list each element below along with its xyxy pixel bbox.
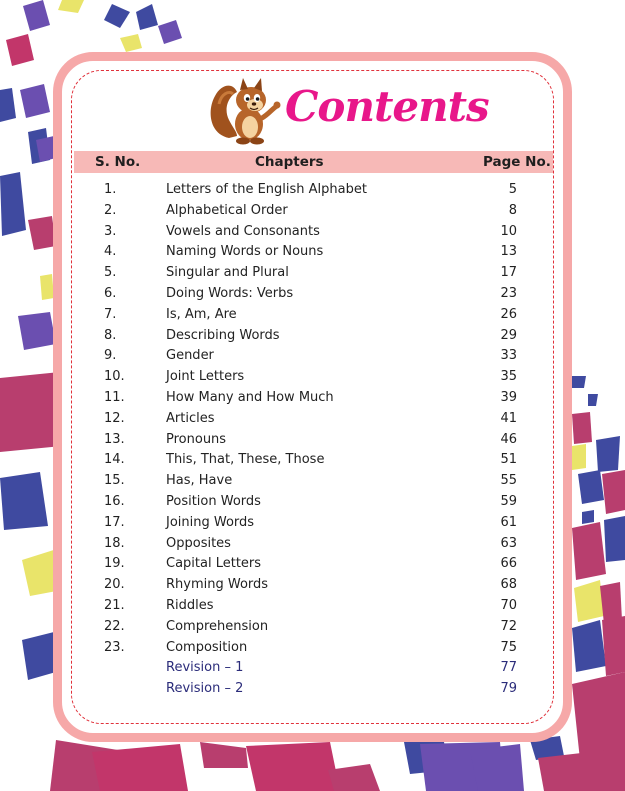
row-number: 23. <box>104 639 125 655</box>
contents-table <box>74 180 553 700</box>
row-number: 20. <box>104 577 125 593</box>
chapter-title: Rhyming Words <box>166 577 269 593</box>
row-number: 2. <box>104 202 117 218</box>
chapter-title: Composition <box>166 639 248 655</box>
revision-row <box>74 658 553 679</box>
page-number: 79 <box>500 681 517 697</box>
page-number: 23 <box>500 285 517 301</box>
table-row <box>74 284 553 305</box>
header-sno: S. No. <box>95 154 141 170</box>
row-number: 6. <box>104 285 117 301</box>
chapter-title: Capital Letters <box>166 556 262 572</box>
row-number: 13. <box>104 431 125 447</box>
row-number: 22. <box>104 618 125 634</box>
page-number: 13 <box>500 244 517 260</box>
chapter-title: Letters of the English Alphabet <box>166 182 367 197</box>
chapter-title: Naming Words or Nouns <box>166 244 324 260</box>
table-row <box>74 638 553 659</box>
row-number: 15. <box>104 473 125 489</box>
row-number: 19. <box>104 556 125 572</box>
chapter-title: Revision – 1 <box>166 660 244 676</box>
table-row <box>74 222 553 243</box>
table-row <box>74 201 553 222</box>
page-number: 17 <box>500 265 517 281</box>
chapter-title: Articles <box>166 410 215 426</box>
chapter-title: Singular and Plural <box>166 265 289 281</box>
row-number: 11. <box>104 389 125 405</box>
page-number: 63 <box>500 535 517 551</box>
chapter-title: Joining Words <box>166 514 255 530</box>
page-number: 26 <box>500 306 517 322</box>
page-number: 75 <box>500 639 517 655</box>
table-row <box>74 554 553 575</box>
chapter-title: Joint Letters <box>166 369 245 385</box>
row-number: 3. <box>104 223 117 239</box>
row-number: 8. <box>104 327 117 343</box>
row-number: 4. <box>104 244 117 260</box>
row-number: 12. <box>104 410 125 426</box>
chapter-title: Describing Words <box>166 327 280 343</box>
table-row <box>74 430 553 451</box>
page-number: 70 <box>500 597 517 613</box>
row-number: 16. <box>104 493 125 509</box>
page-title: Contents <box>285 82 489 131</box>
table-row <box>74 305 553 326</box>
row-number: 14. <box>104 452 125 468</box>
table-row <box>74 575 553 596</box>
chapter-title: Alphabetical Order <box>166 202 288 218</box>
chapter-title: Pronouns <box>166 431 227 447</box>
table-row <box>74 242 553 263</box>
chapter-title: Position Words <box>166 493 261 509</box>
page-number: 41 <box>500 410 517 426</box>
row-number: 18. <box>104 535 125 551</box>
table-header <box>74 151 553 173</box>
chapter-title: Opposites <box>166 535 231 551</box>
table-row <box>74 471 553 492</box>
header-chapters: Chapters <box>255 154 324 170</box>
row-number: 7. <box>104 306 117 322</box>
chapter-title: This, That, These, Those <box>166 452 325 468</box>
page-number: 77 <box>500 660 517 676</box>
row-number: 1. <box>104 182 117 197</box>
header-page-no: Page No. <box>483 154 551 170</box>
page-number: 39 <box>500 389 517 405</box>
page-number: 5 <box>508 182 517 197</box>
chapter-title: How Many and How Much <box>166 389 334 405</box>
page-number: 8 <box>508 202 517 218</box>
table-row <box>74 388 553 409</box>
table-row <box>74 596 553 617</box>
row-number: 10. <box>104 369 125 385</box>
table-row <box>74 450 553 471</box>
table-row <box>74 180 553 201</box>
page-number: 10 <box>500 223 517 239</box>
table-row <box>74 409 553 430</box>
chapter-title: Revision – 2 <box>166 681 244 697</box>
table-row <box>74 513 553 534</box>
page-number: 33 <box>500 348 517 364</box>
table-row <box>74 534 553 555</box>
table-row <box>74 263 553 284</box>
page-number: 29 <box>500 327 517 343</box>
page-number: 61 <box>500 514 517 530</box>
row-number: 5. <box>104 265 117 281</box>
page-number: 55 <box>500 473 517 489</box>
chapter-title: Is, Am, Are <box>166 306 237 322</box>
table-row <box>74 367 553 388</box>
row-number: 9. <box>104 348 117 364</box>
row-number: 17. <box>104 514 125 530</box>
chapter-title: Doing Words: Verbs <box>166 285 294 301</box>
page-number: 46 <box>500 431 517 447</box>
table-row <box>74 346 553 367</box>
page-number: 66 <box>500 556 517 572</box>
page-number: 68 <box>500 577 517 593</box>
table-row <box>74 326 553 347</box>
squirrel-icon <box>207 74 285 146</box>
chapter-title: Gender <box>166 348 214 364</box>
page-number: 35 <box>500 369 517 385</box>
chapter-title: Riddles <box>166 597 214 613</box>
page-number: 72 <box>500 618 517 634</box>
table-row <box>74 617 553 638</box>
chapter-title: Vowels and Consonants <box>166 223 320 239</box>
table-row <box>74 492 553 513</box>
row-number: 21. <box>104 597 125 613</box>
revision-row <box>74 679 553 700</box>
contents-heading <box>207 74 489 152</box>
chapter-title: Comprehension <box>166 618 269 634</box>
page-number: 59 <box>500 493 517 509</box>
chapter-title: Has, Have <box>166 473 233 489</box>
page-number: 51 <box>500 452 517 468</box>
